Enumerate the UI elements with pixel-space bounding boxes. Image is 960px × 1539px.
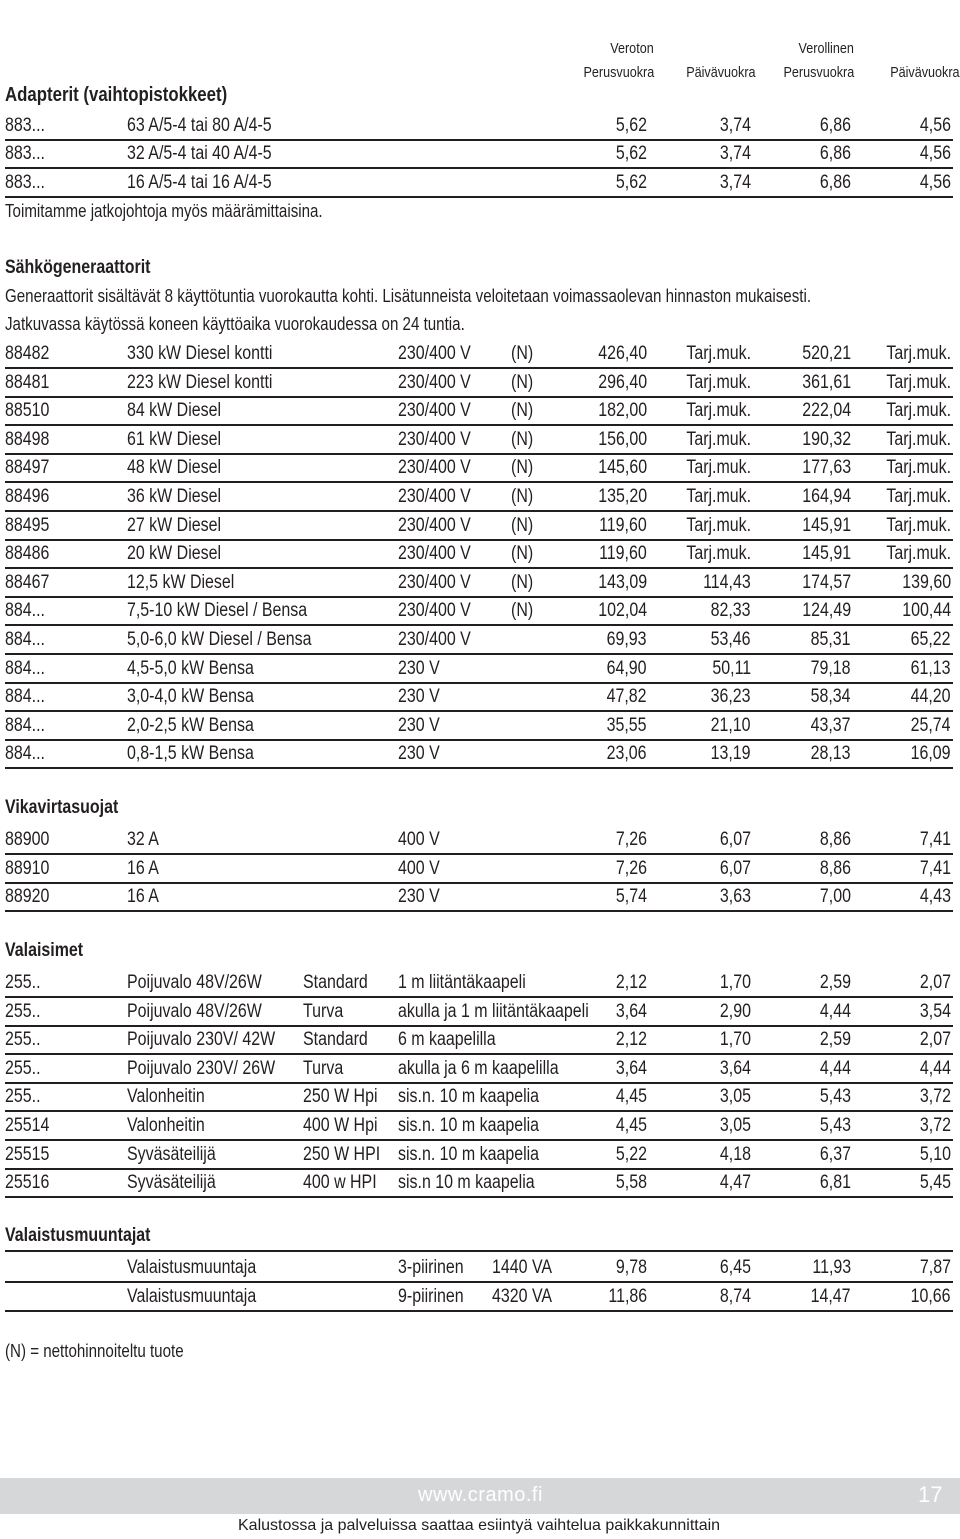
voltage: 230/400 V (398, 629, 471, 650)
voltage: 230 V (398, 743, 440, 765)
price-paivavuokra-veroton: 3,64 (719, 1057, 751, 1079)
header-verollinen: Verollinen (798, 40, 854, 57)
product-description: 0,8-1,5 kW Bensa (127, 743, 254, 765)
product-description: 5,0-6,0 kW Diesel / Bensa (127, 629, 312, 650)
product-code: 25516 (5, 1172, 50, 1194)
product-description: Valonheitin (127, 1086, 205, 1108)
net-price-marker: (N) (511, 428, 534, 450)
price-paivavuokra-veroton: 3,63 (719, 886, 751, 908)
product-code: 88482 (5, 343, 50, 364)
price-paivavuokra-veroton: 4,47 (719, 1172, 751, 1194)
price-paivavuokra-veroton: Tarj.muk. (686, 400, 751, 422)
price-paivavuokra-verollinen: Tarj.muk. (886, 343, 951, 364)
table-row (5, 1168, 953, 1198)
price-perusvuokra-veroton: 3,64 (615, 1000, 647, 1022)
table-row (5, 139, 953, 169)
price-perusvuokra-veroton: 5,74 (615, 886, 647, 908)
voltage: 230/400 V (398, 428, 471, 450)
product-description: Syväsäteilijä (127, 1143, 216, 1165)
price-paivavuokra-veroton: 50,11 (712, 657, 751, 679)
footer-url-link[interactable]: www.cramo.fi (418, 1484, 543, 1506)
price-paivavuokra-verollinen: 3,72 (919, 1115, 951, 1136)
voltage: 230/400 V (398, 543, 471, 565)
price-perusvuokra-veroton: 64,90 (607, 657, 647, 679)
table-row (5, 968, 953, 998)
price-perusvuokra-veroton: 156,00 (598, 428, 647, 450)
product-description: 7,5-10 kW Diesel / Bensa (127, 600, 308, 622)
price-perusvuokra-veroton: 5,58 (615, 1172, 647, 1194)
price-paivavuokra-verollinen: Tarj.muk. (886, 457, 951, 479)
price-perusvuokra-veroton: 182,00 (598, 400, 647, 422)
price-perusvuokra-verollinen: 5,43 (819, 1086, 851, 1108)
net-price-marker: (N) (511, 543, 534, 565)
table-row (5, 1111, 953, 1141)
product-description: Valaistusmuuntaja (127, 1285, 257, 1307)
price-paivavuokra-verollinen: Tarj.muk. (886, 400, 951, 422)
header-veroton: Veroton (610, 40, 654, 57)
cable-info: sis.n. 10 m kaapelia (398, 1086, 540, 1108)
price-perusvuokra-veroton: 2,12 (615, 972, 647, 993)
product-type: Standard (303, 1029, 368, 1051)
table-row (5, 368, 953, 398)
price-perusvuokra-verollinen: 14,47 (811, 1285, 851, 1307)
table-row (5, 625, 953, 655)
price-paivavuokra-veroton: 3,74 (719, 171, 751, 193)
table-row (5, 168, 953, 198)
product-code: 255.. (5, 1000, 41, 1022)
voltage: 230/400 V (398, 371, 471, 393)
table-row (5, 482, 953, 512)
product-code: 884... (5, 629, 45, 650)
price-paivavuokra-verollinen: Tarj.muk. (886, 371, 951, 393)
price-paivavuokra-verollinen: 16,09 (911, 743, 951, 765)
product-code: 884... (5, 714, 45, 736)
product-description: 16 A (127, 886, 159, 908)
footer-note: Kalustossa ja palveluissa saattaa esiintyä vaihtelua paikkakunnittain (238, 1517, 721, 1534)
price-paivavuokra-veroton: 6,07 (719, 857, 751, 879)
price-perusvuokra-veroton: 11,86 (608, 1285, 647, 1307)
price-perusvuokra-verollinen: 164,94 (802, 486, 851, 507)
product-description: Poijuvalo 48V/26W (127, 1000, 262, 1022)
generators-note-1: Generaattorit sisältävät 8 käyttötuntia vuorokautta kohti. Lisätunneista veloitetaan voimassaolevan hinnaston mukaisesti. (5, 286, 812, 306)
price-paivavuokra-verollinen: 4,44 (919, 1057, 951, 1079)
header-perusvuokra-verollinen: Perusvuokra (783, 64, 854, 81)
price-perusvuokra-veroton: 426,40 (598, 343, 647, 364)
product-code: 88486 (5, 543, 50, 565)
table-row (5, 425, 953, 455)
price-perusvuokra-verollinen: 6,86 (819, 171, 851, 193)
table-row (5, 1054, 953, 1084)
price-perusvuokra-verollinen: 6,37 (819, 1143, 851, 1165)
price-perusvuokra-veroton: 7,26 (615, 857, 647, 879)
price-paivavuokra-verollinen: 65,22 (911, 629, 951, 650)
price-perusvuokra-verollinen: 5,43 (819, 1115, 851, 1136)
product-description: 32 A (127, 829, 159, 850)
product-type: 250 W Hpi (303, 1086, 378, 1108)
product-description: 48 kW Diesel (127, 457, 222, 479)
table-row (5, 1253, 953, 1283)
voltage: 230/400 V (398, 400, 471, 422)
voltage: 230/400 V (398, 486, 471, 507)
adapters-note: Toimitamme jatkojohtoja myös määrämittaisina. (5, 201, 323, 221)
price-paivavuokra-verollinen: 44,20 (911, 686, 951, 708)
product-code: 25515 (5, 1143, 50, 1165)
product-description: 32 A/5-4 tai 40 A/4-5 (127, 143, 272, 165)
voltage: 230/400 V (398, 343, 471, 364)
divider (5, 1250, 953, 1252)
net-price-marker: (N) (511, 514, 534, 536)
product-description: Poijuvalo 48V/26W (127, 972, 262, 993)
table-row (5, 111, 953, 141)
price-perusvuokra-verollinen: 6,86 (819, 115, 851, 136)
table-row (5, 1140, 953, 1170)
price-perusvuokra-veroton: 47,82 (607, 686, 647, 708)
price-paivavuokra-veroton: 6,07 (719, 829, 751, 850)
price-perusvuokra-veroton: 4,45 (615, 1086, 647, 1108)
price-paivavuokra-verollinen: 4,56 (919, 115, 951, 136)
price-perusvuokra-verollinen: 11,93 (812, 1257, 851, 1278)
table-row (5, 1082, 953, 1112)
table-row (5, 396, 953, 426)
generators-note-2: Jatkuvassa käytössä koneen käyttöaika vuorokaudessa on 24 tuntia. (5, 314, 465, 334)
price-perusvuokra-veroton: 102,04 (598, 600, 647, 622)
net-price-marker: (N) (511, 486, 534, 507)
table-row (5, 1025, 953, 1055)
product-description: Syväsäteilijä (127, 1172, 216, 1194)
price-perusvuokra-veroton: 5,22 (615, 1143, 647, 1165)
price-paivavuokra-veroton: 21,10 (711, 714, 751, 736)
cable-info: akulla ja 6 m kaapelilla (398, 1057, 559, 1079)
price-perusvuokra-veroton: 5,62 (615, 115, 647, 136)
price-perusvuokra-verollinen: 58,34 (811, 686, 851, 708)
price-perusvuokra-verollinen: 7,00 (819, 886, 851, 908)
product-code: 88510 (5, 400, 50, 422)
price-paivavuokra-verollinen: 10,66 (911, 1285, 951, 1307)
price-perusvuokra-veroton: 3,64 (615, 1057, 647, 1079)
price-perusvuokra-verollinen: 8,86 (819, 829, 851, 850)
product-description: 12,5 kW Diesel (127, 571, 235, 593)
product-type: 3-piirinen (398, 1257, 464, 1278)
header-perusvuokra-veroton: Perusvuokra (583, 64, 654, 81)
price-perusvuokra-verollinen: 79,18 (811, 657, 851, 679)
table-row (5, 568, 953, 598)
voltage: 400 V (398, 857, 440, 879)
price-perusvuokra-veroton: 2,12 (615, 1029, 647, 1051)
price-perusvuokra-veroton: 145,60 (598, 457, 647, 479)
product-type: 400 w HPI (303, 1172, 377, 1194)
price-paivavuokra-verollinen: 2,07 (919, 972, 951, 993)
price-perusvuokra-veroton: 135,20 (598, 486, 647, 507)
price-paivavuokra-veroton: 3,74 (719, 115, 751, 136)
price-paivavuokra-veroton: 53,46 (711, 629, 751, 650)
price-paivavuokra-veroton: 3,05 (719, 1115, 751, 1136)
price-paivavuokra-verollinen: 5,45 (919, 1172, 951, 1194)
product-code: 25514 (5, 1115, 50, 1136)
voltage: 400 V (398, 829, 440, 850)
price-perusvuokra-veroton: 296,40 (598, 371, 647, 393)
price-perusvuokra-verollinen: 2,59 (819, 1029, 851, 1051)
price-perusvuokra-verollinen: 8,86 (819, 857, 851, 879)
price-paivavuokra-verollinen: 7,87 (919, 1257, 951, 1278)
product-code: 884... (5, 600, 45, 622)
product-code: 884... (5, 686, 45, 708)
price-perusvuokra-veroton: 4,45 (615, 1115, 647, 1136)
product-code: 884... (5, 657, 45, 679)
product-code: 88497 (5, 457, 50, 479)
product-description: 16 A/5-4 tai 16 A/4-5 (127, 171, 272, 193)
net-price-marker: (N) (511, 600, 534, 622)
voltage: 230/400 V (398, 600, 471, 622)
price-paivavuokra-veroton: 8,74 (719, 1285, 751, 1307)
header-paivavuokra-veroton: Päivävuokra (686, 64, 756, 81)
price-perusvuokra-verollinen: 2,59 (819, 972, 851, 993)
price-perusvuokra-verollinen: 177,63 (802, 457, 851, 479)
voltage: 230 V (398, 714, 440, 736)
table-row (5, 997, 953, 1027)
product-code: 255.. (5, 1057, 41, 1079)
price-paivavuokra-veroton: Tarj.muk. (686, 543, 751, 565)
product-code: 255.. (5, 1029, 41, 1051)
price-perusvuokra-verollinen: 4,44 (819, 1057, 851, 1079)
price-perusvuokra-veroton: 69,93 (607, 629, 647, 650)
table-row (5, 453, 953, 483)
product-description: 4,5-5,0 kW Bensa (127, 657, 254, 679)
table-row (5, 854, 953, 884)
price-paivavuokra-veroton: 3,74 (719, 143, 751, 165)
voltage: 230/400 V (398, 571, 471, 593)
product-description: 63 A/5-4 tai 80 A/4-5 (127, 115, 272, 136)
price-perusvuokra-verollinen: 43,37 (811, 714, 851, 736)
net-price-marker: (N) (511, 457, 534, 479)
section-title-generators: Sähkögeneraattorit (5, 257, 151, 278)
product-description: 2,0-2,5 kW Bensa (127, 714, 254, 736)
price-perusvuokra-verollinen: 4,44 (819, 1000, 851, 1022)
product-code: 88495 (5, 514, 50, 536)
price-paivavuokra-veroton: Tarj.muk. (686, 371, 751, 393)
voltage: 230 V (398, 686, 440, 708)
table-row (5, 339, 953, 369)
product-type: Standard (303, 972, 368, 993)
cable-info: 1 m liitäntäkaapeli (398, 972, 526, 993)
legend-note: (N) = nettohinnoiteltu tuote (5, 1341, 184, 1361)
voltage: 230/400 V (398, 457, 471, 479)
product-code: 255.. (5, 1086, 41, 1108)
cable-info: akulla ja 1 m liitäntäkaapeli (398, 1000, 589, 1022)
product-type: Turva (303, 1057, 344, 1079)
product-description: 16 A (127, 857, 159, 879)
price-perusvuokra-verollinen: 6,81 (819, 1172, 851, 1194)
price-paivavuokra-veroton: Tarj.muk. (686, 428, 751, 450)
product-type: 9-piirinen (398, 1285, 464, 1307)
power-rating: 1440 VA (492, 1257, 553, 1278)
price-paivavuokra-verollinen: 4,43 (919, 886, 951, 908)
price-perusvuokra-veroton: 23,06 (607, 743, 647, 765)
price-perusvuokra-veroton: 5,62 (615, 171, 647, 193)
product-code: 883... (5, 171, 45, 193)
price-perusvuokra-verollinen: 85,31 (811, 629, 851, 650)
voltage: 230 V (398, 886, 440, 908)
price-paivavuokra-verollinen: 139,60 (902, 571, 951, 593)
price-perusvuokra-verollinen: 145,91 (802, 514, 851, 536)
price-paivavuokra-verollinen: 4,56 (919, 143, 951, 165)
section-title-adapters: Adapterit (vaihtopistokkeet) (5, 84, 228, 106)
product-type: 250 W HPI (303, 1143, 381, 1165)
price-perusvuokra-veroton: 5,62 (615, 143, 647, 165)
voltage: 230 V (398, 657, 440, 679)
cable-info: sis.n 10 m kaapelia (398, 1172, 535, 1194)
product-description: 330 kW Diesel kontti (127, 343, 273, 364)
power-rating: 4320 VA (492, 1285, 553, 1307)
product-description: 223 kW Diesel kontti (127, 371, 273, 393)
cable-info: sis.n. 10 m kaapelia (398, 1115, 540, 1136)
product-description: 36 kW Diesel (127, 486, 222, 507)
product-description: 27 kW Diesel (127, 514, 222, 536)
price-perusvuokra-verollinen: 28,13 (811, 743, 851, 765)
net-price-marker: (N) (511, 400, 534, 422)
price-perusvuokra-veroton: 143,09 (598, 571, 647, 593)
net-price-marker: (N) (511, 343, 534, 364)
price-paivavuokra-verollinen: 7,41 (919, 857, 951, 879)
product-description: 61 kW Diesel (127, 428, 222, 450)
price-paivavuokra-veroton: Tarj.muk. (686, 343, 751, 364)
product-type: 400 W Hpi (303, 1115, 378, 1136)
price-paivavuokra-verollinen: Tarj.muk. (886, 514, 951, 536)
price-perusvuokra-veroton: 9,78 (615, 1257, 647, 1278)
section-title-rcd: Vikavirtasuojat (5, 797, 119, 818)
price-paivavuokra-veroton: 36,23 (711, 686, 751, 708)
price-paivavuokra-veroton: 1,70 (719, 972, 751, 993)
price-perusvuokra-verollinen: 520,21 (802, 343, 851, 364)
price-perusvuokra-veroton: 35,55 (607, 714, 647, 736)
table-row (5, 711, 953, 741)
section-title-lights: Valaisimet (5, 940, 84, 961)
voltage: 230/400 V (398, 514, 471, 536)
table-row (5, 539, 953, 569)
header-paivavuokra-verollinen: Päivävuokra (890, 64, 960, 81)
product-code: 255.. (5, 972, 41, 993)
product-description: Poijuvalo 230V/ 26W (127, 1057, 276, 1079)
price-paivavuokra-verollinen: 2,07 (919, 1029, 951, 1051)
price-paivavuokra-verollinen: Tarj.muk. (886, 486, 951, 507)
price-perusvuokra-veroton: 7,26 (615, 829, 647, 850)
product-code: 88900 (5, 829, 50, 850)
price-paivavuokra-verollinen: Tarj.muk. (886, 543, 951, 565)
price-paivavuokra-verollinen: 100,44 (902, 600, 951, 622)
cable-info: 6 m kaapelilla (398, 1029, 496, 1051)
price-perusvuokra-veroton: 119,60 (599, 514, 647, 536)
product-code: 883... (5, 115, 45, 136)
price-paivavuokra-veroton: 4,18 (719, 1143, 751, 1165)
product-code: 88498 (5, 428, 50, 450)
product-description: Valaistusmuuntaja (127, 1257, 257, 1278)
table-row (5, 682, 953, 712)
net-price-marker: (N) (511, 571, 534, 593)
price-paivavuokra-verollinen: 5,10 (919, 1143, 951, 1165)
price-paivavuokra-verollinen: 4,56 (919, 171, 951, 193)
product-code: 88481 (5, 371, 50, 393)
price-paivavuokra-verollinen: 25,74 (911, 714, 951, 736)
product-description: 20 kW Diesel (127, 543, 222, 565)
price-perusvuokra-verollinen: 6,86 (819, 143, 851, 165)
price-paivavuokra-verollinen: 61,13 (911, 657, 951, 679)
price-paivavuokra-veroton: Tarj.muk. (686, 486, 751, 507)
price-paivavuokra-veroton: 1,70 (719, 1029, 751, 1051)
price-perusvuokra-veroton: 119,60 (599, 543, 647, 565)
product-code: 88467 (5, 571, 50, 593)
table-row (5, 596, 953, 626)
product-code: 88920 (5, 886, 50, 908)
price-paivavuokra-veroton: 2,90 (719, 1000, 751, 1022)
price-paivavuokra-veroton: 82,33 (711, 600, 751, 622)
net-price-marker: (N) (511, 371, 534, 393)
product-description: Poijuvalo 230V/ 42W (127, 1029, 276, 1051)
product-code: 883... (5, 143, 45, 165)
section-title-transformers: Valaistusmuuntajat (5, 1225, 151, 1246)
price-paivavuokra-verollinen: 3,54 (919, 1000, 951, 1022)
product-code: 88910 (5, 857, 50, 879)
product-type: Turva (303, 1000, 344, 1022)
table-row (5, 882, 953, 912)
price-paivavuokra-verollinen: Tarj.muk. (886, 428, 951, 450)
cable-info: sis.n. 10 m kaapelia (398, 1143, 540, 1165)
page-number: 17 (918, 1482, 943, 1507)
price-paivavuokra-veroton: 3,05 (719, 1086, 751, 1108)
price-perusvuokra-verollinen: 222,04 (802, 400, 851, 422)
price-paivavuokra-veroton: 13,19 (711, 743, 751, 765)
price-perusvuokra-verollinen: 145,91 (802, 543, 851, 565)
price-perusvuokra-verollinen: 124,49 (802, 600, 851, 622)
price-paivavuokra-veroton: 114,43 (703, 571, 751, 593)
price-paivavuokra-veroton: 6,45 (719, 1257, 751, 1278)
table-row (5, 511, 953, 541)
table-row (5, 1282, 953, 1312)
product-code: 88496 (5, 486, 50, 507)
price-paivavuokra-veroton: Tarj.muk. (686, 514, 751, 536)
product-description: 84 kW Diesel (127, 400, 222, 422)
price-perusvuokra-verollinen: 361,61 (802, 371, 851, 393)
price-paivavuokra-verollinen: 3,72 (919, 1086, 951, 1108)
product-description: Valonheitin (127, 1115, 205, 1136)
product-code: 884... (5, 743, 45, 765)
price-perusvuokra-verollinen: 174,57 (802, 571, 851, 593)
table-row (5, 739, 953, 769)
price-paivavuokra-veroton: Tarj.muk. (686, 457, 751, 479)
table-row (5, 825, 953, 855)
product-description: 3,0-4,0 kW Bensa (127, 686, 254, 708)
table-row (5, 654, 953, 684)
price-paivavuokra-verollinen: 7,41 (919, 829, 951, 850)
price-perusvuokra-verollinen: 190,32 (802, 428, 851, 450)
